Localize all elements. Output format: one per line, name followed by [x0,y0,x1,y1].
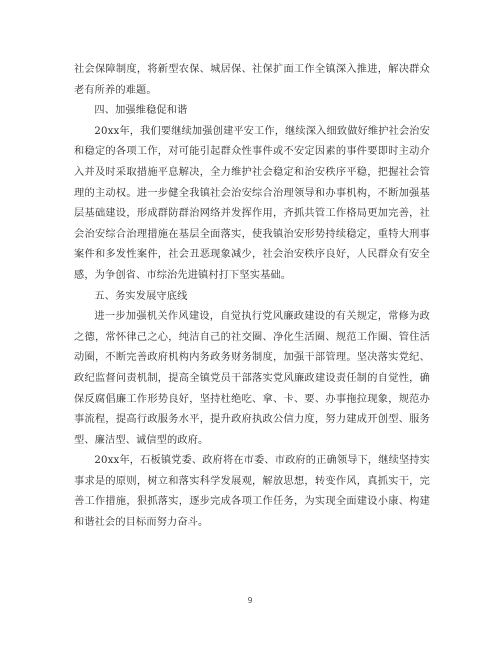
paragraph-social-security-continuation: 社会保障制度，将新型农保、城居保、社保扩面工作全镇深入推进，解决群众老有所养的难题。 [74,64,430,96]
paragraph-conclusion: 20xx年，石板镇党委、政府将在市委、市政府的正确领导下，继续坚持实事求是的原则，树立和落实科学发展观，解放思想，转变作风，真抓实干，完善工作措施，狠抓落实，逐步完成各项工作任务，为实现全面建设小康、构建和谐社会的目标而努力奋斗。 [74,455,430,529]
document-body [74,60,430,534]
section-heading-stability: 四、加强维稳促和谐 [94,105,188,117]
page-number: 9 [247,596,253,605]
paragraph-work-style: 进一步加强机关作风建设，自觉执行党风廉政建设的有关规定，常修为政之德，常怀律己之心，纯洁自己的社交圈、净化生活圈、规范工作圈、管住活动圈，不断完善政府机构内务政务财务制度，加强干部管理。坚决落实党纪、政纪监督问责机制，提高全镇党员干部落实党风廉政建设责任制的自觉性，确保反腐倡廉工作形势良好，坚持杜绝吃、拿、卡、要、办事拖拉现象，规范办事流程，提高行政服务水平，提升政府执政公信力度，努力建成开创型、服务型、廉洁型、诚信型的政府。 [74,311,430,446]
paragraph-stability: 20xx年，我们要继续加强创建平安工作，继续深入细致做好维护社会治安和稳定的各项工作，对可能引起群众性事件或不安定因素的事件要即时主动介入并及时采取措施平息解决，全力维护社会稳定和治安秩序平稳，把握社会管理的主动权。进一步健全我镇社会治安综合治理领导和办事机构，不断加强基层基础建设，形成群防群治网络并发挥作用，齐抓共管工作格局更加完善，社会治安综合治理措施在基层全面落实，使我镇治安形势持续稳定，重特大刑事案件和多发性案件，社会丑恶现象减少，社会治安秩序良好，人民群众有安全感，为争创省、市综治先进镇村打下坚实基础。 [74,125,430,281]
section-heading-development: 五、务实发展守底线 [94,290,188,302]
